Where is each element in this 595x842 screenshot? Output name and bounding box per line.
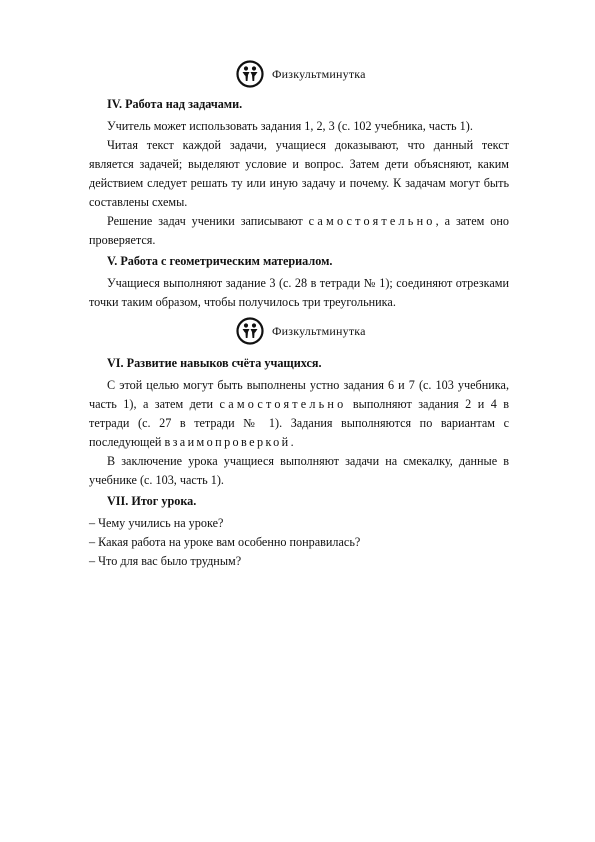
- document-page: [89, 57, 509, 571]
- two-people-icon: [236, 317, 264, 345]
- text-run: .: [290, 435, 294, 449]
- spaced-emphasis: взаимопроверкой: [164, 435, 291, 449]
- paragraph: В заключение урока учащиеся выполняют задачи на смекалку, данные в учебнике (с. 103, часть 1).: [89, 454, 509, 487]
- paragraph: Учитель может использовать задания 1, 2, 3 (с. 102 учебника, часть 1).: [107, 119, 473, 133]
- paragraph: [89, 212, 509, 250]
- paragraph: [89, 376, 509, 452]
- text-run: С этой целью могут быть выполнены устно задания 6 и 7 (с. 103 учебника, часть 1), а затем дети: [89, 378, 509, 411]
- text-run: выполняют задания 2 и 4 в тетради (с. 27 в тетради № 1). Задания выполняются по вариантам с последующей: [89, 397, 509, 449]
- list-item: – Чему учились на уроке?: [89, 516, 224, 530]
- two-people-icon: [236, 60, 264, 88]
- section-heading-7: VII. Итог урока.: [107, 494, 197, 508]
- spaced-emphasis: самостоятельно: [308, 214, 436, 228]
- physical-exercise-banner: [236, 314, 509, 348]
- section-heading-5: V. Работа с геометрическим материалом.: [107, 254, 333, 268]
- paragraph: Учащиеся выполняют задание 3 (с. 28 в тетради № 1); соединяют отрезками точки таким образом, чтобы получилось три треугольника.: [89, 276, 509, 309]
- spaced-emphasis: самостоятельно: [219, 397, 347, 411]
- physical-exercise-banner: [236, 57, 509, 91]
- summary-questions: [89, 514, 509, 571]
- banner-label: Физкультминутка: [272, 66, 366, 81]
- paragraph: Читая текст каждой задачи, учащиеся доказывают, что данный текст является задачей; выделяют условие и вопрос. Затем дети объясняют, каким действием следует решать ту или иную задачу и почему. К задачам могут быть составлены схемы.: [89, 138, 509, 209]
- list-item: – Что для вас было трудным?: [89, 554, 242, 568]
- text-run: Решение задач ученики записывают: [107, 214, 309, 228]
- list-item: – Какая работа на уроке вам особенно понравилась?: [89, 535, 361, 549]
- text-run: , а затем оно проверяется.: [89, 214, 509, 247]
- section-heading-6: VI. Развитие навыков счёта учащихся.: [107, 356, 322, 370]
- banner-label: Физкультминутка: [272, 323, 366, 338]
- section-heading-4: IV. Работа над задачами.: [107, 97, 243, 111]
